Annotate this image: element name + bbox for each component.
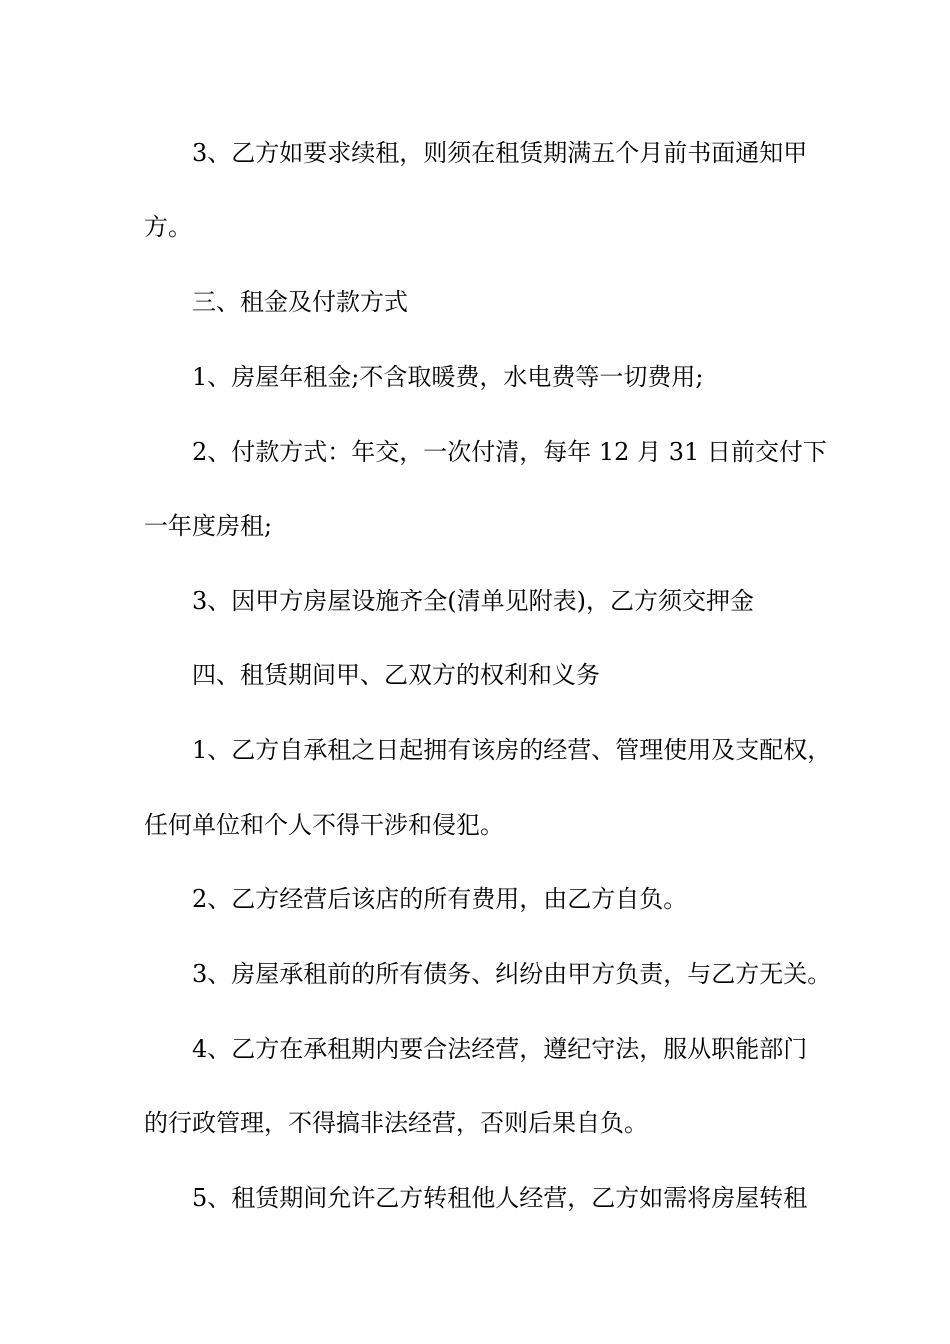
paragraph-line: 3、乙方如要求续租，则须在租赁期满五个月前书面通知甲 bbox=[192, 139, 808, 167]
paragraph-line: 3、因甲方房屋设施齐全(清单见附表)，乙方须交押金 bbox=[192, 587, 754, 615]
paragraph-line: 任何单位和个人不得干涉和侵犯。 bbox=[144, 811, 504, 839]
paragraph-line: 1、乙方自承租之日起拥有该房的经营、管理使用及支配权， bbox=[192, 736, 832, 764]
paragraph-line: 4、乙方在承租期内要合法经营，遵纪守法，服从职能部门 bbox=[192, 1035, 808, 1063]
paragraph-line: 一年度房租; bbox=[144, 512, 273, 540]
paragraph-line: 2、乙方经营后该店的所有费用，由乙方自负。 bbox=[192, 885, 688, 913]
section-heading: 三、租金及付款方式 bbox=[192, 288, 408, 316]
section-heading: 四、租赁期间甲、乙双方的权利和义务 bbox=[192, 661, 600, 689]
paragraph-line: 2、付款方式：年交，一次付清，每年 12 月 31 日前交付下 bbox=[192, 438, 827, 466]
paragraph-line: 1、房屋年租金;不含取暖费，水电费等一切费用; bbox=[192, 363, 704, 391]
paragraph-line: 5、租赁期间允许乙方转租他人经营，乙方如需将房屋转租 bbox=[192, 1184, 808, 1212]
paragraph-line: 3、房屋承租前的所有债务、纠纷由甲方负责，与乙方无关。 bbox=[192, 960, 832, 988]
paragraph-line: 方。 bbox=[144, 213, 192, 241]
paragraph-line: 的行政管理，不得搞非法经营，否则后果自负。 bbox=[144, 1109, 648, 1137]
